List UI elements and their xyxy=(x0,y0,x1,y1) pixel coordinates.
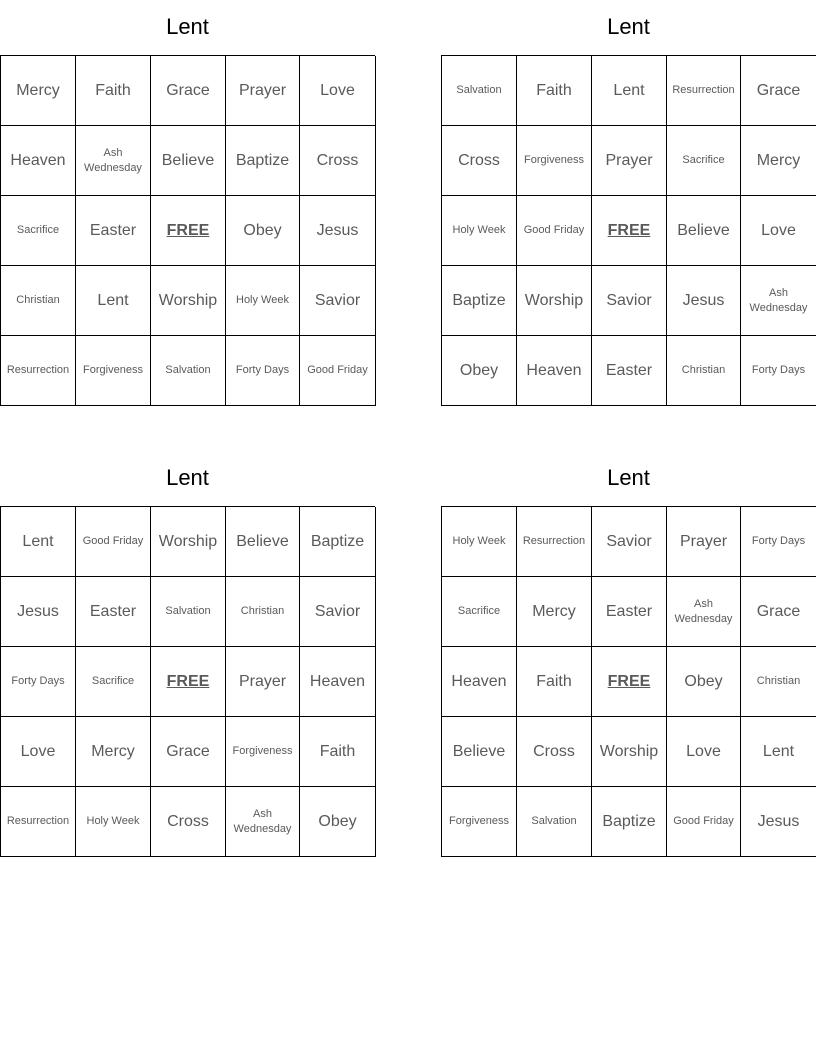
bingo-cell: Salvation xyxy=(151,577,226,647)
bingo-cell: Cross xyxy=(300,126,376,196)
bingo-cell: Forgiveness xyxy=(226,717,300,787)
bingo-cell: Sacrifice xyxy=(442,577,517,647)
bingo-cell: Prayer xyxy=(667,507,741,577)
bingo-cell: Resurrection xyxy=(667,56,741,126)
bingo-cell: Christian xyxy=(226,577,300,647)
bingo-cell: Worship xyxy=(517,266,592,336)
bingo-cell: Holy Week xyxy=(442,507,517,577)
bingo-cell: Holy Week xyxy=(76,787,151,857)
free-space: FREE xyxy=(151,196,226,266)
bingo-cell: Ash Wednesday xyxy=(226,787,300,857)
bingo-cell: Forgiveness xyxy=(76,336,151,406)
bingo-cell: Jesus xyxy=(1,577,76,647)
bingo-cell: Ash Wednesday xyxy=(667,577,741,647)
bingo-card xyxy=(441,0,816,406)
bingo-cell: Faith xyxy=(517,647,592,717)
bingo-cell: Resurrection xyxy=(1,787,76,857)
free-space: FREE xyxy=(592,196,667,266)
bingo-card xyxy=(441,451,816,857)
bingo-cell: Forty Days xyxy=(741,336,816,406)
bingo-cell: Obey xyxy=(226,196,300,266)
bingo-cell: Cross xyxy=(151,787,226,857)
bingo-cell: Easter xyxy=(592,577,667,647)
bingo-cell: Lent xyxy=(1,507,76,577)
bingo-cell: Forgiveness xyxy=(442,787,517,857)
bingo-cell: Mercy xyxy=(741,126,816,196)
bingo-cell: Sacrifice xyxy=(667,126,741,196)
bingo-cell: Ash Wednesday xyxy=(741,266,816,336)
bingo-cell: Jesus xyxy=(667,266,741,336)
bingo-cell: Mercy xyxy=(517,577,592,647)
bingo-cell: Faith xyxy=(76,56,151,126)
free-space: FREE xyxy=(151,647,226,717)
bingo-cell: Baptize xyxy=(442,266,517,336)
bingo-cell: Savior xyxy=(592,266,667,336)
bingo-cell: Lent xyxy=(592,56,667,126)
bingo-cell: Heaven xyxy=(442,647,517,717)
free-space: FREE xyxy=(592,647,667,717)
bingo-cell: Faith xyxy=(300,717,376,787)
bingo-cell: Cross xyxy=(442,126,517,196)
bingo-cell: Jesus xyxy=(300,196,376,266)
bingo-cell: Easter xyxy=(76,577,151,647)
bingo-cell: Holy Week xyxy=(442,196,517,266)
card-title: Lent xyxy=(607,465,650,490)
bingo-cell: Prayer xyxy=(592,126,667,196)
bingo-cell: Lent xyxy=(741,717,816,787)
bingo-cell: Forgiveness xyxy=(517,126,592,196)
bingo-cell: Love xyxy=(1,717,76,787)
bingo-cell: Believe xyxy=(667,196,741,266)
bingo-cell: Grace xyxy=(741,56,816,126)
bingo-cell: Christian xyxy=(667,336,741,406)
card-title: Lent xyxy=(166,465,209,490)
bingo-cell: Worship xyxy=(151,507,226,577)
bingo-cell: Heaven xyxy=(300,647,376,717)
bingo-grid xyxy=(441,506,816,857)
bingo-cell: Resurrection xyxy=(1,336,76,406)
bingo-cell: Prayer xyxy=(226,56,300,126)
card-title: Lent xyxy=(607,14,650,39)
bingo-cell: Love xyxy=(741,196,816,266)
bingo-cell: Worship xyxy=(592,717,667,787)
bingo-cell: Christian xyxy=(1,266,76,336)
bingo-cell: Love xyxy=(667,717,741,787)
bingo-cell: Baptize xyxy=(226,126,300,196)
bingo-cell: Salvation xyxy=(517,787,592,857)
bingo-cell: Baptize xyxy=(300,507,376,577)
bingo-cell: Prayer xyxy=(226,647,300,717)
bingo-cell: Love xyxy=(300,56,376,126)
bingo-cell: Obey xyxy=(300,787,376,857)
bingo-grid xyxy=(0,506,375,857)
bingo-cell: Believe xyxy=(442,717,517,787)
bingo-cell: Easter xyxy=(592,336,667,406)
bingo-cell: Good Friday xyxy=(76,507,151,577)
bingo-cell: Easter xyxy=(76,196,151,266)
bingo-cell: Jesus xyxy=(741,787,816,857)
bingo-cell: Savior xyxy=(300,266,376,336)
card-title: Lent xyxy=(166,14,209,39)
bingo-cell: Ash Wednesday xyxy=(76,126,151,196)
bingo-cell: Good Friday xyxy=(300,336,376,406)
bingo-cell: Heaven xyxy=(517,336,592,406)
bingo-cell: Savior xyxy=(300,577,376,647)
bingo-card xyxy=(0,451,375,857)
bingo-cell: Grace xyxy=(151,717,226,787)
bingo-cell: Christian xyxy=(741,647,816,717)
bingo-cell: Sacrifice xyxy=(1,196,76,266)
bingo-cell: Mercy xyxy=(76,717,151,787)
bingo-cell: Lent xyxy=(76,266,151,336)
bingo-cell: Sacrifice xyxy=(76,647,151,717)
bingo-cell: Baptize xyxy=(592,787,667,857)
bingo-cell: Holy Week xyxy=(226,266,300,336)
bingo-cell: Believe xyxy=(151,126,226,196)
bingo-cell: Cross xyxy=(517,717,592,787)
bingo-cell: Mercy xyxy=(1,56,76,126)
bingo-cell: Forty Days xyxy=(741,507,816,577)
bingo-cell: Worship xyxy=(151,266,226,336)
bingo-grid xyxy=(441,55,816,406)
bingo-cell: Forty Days xyxy=(226,336,300,406)
bingo-cell: Faith xyxy=(517,56,592,126)
bingo-cell: Good Friday xyxy=(517,196,592,266)
bingo-cell: Heaven xyxy=(1,126,76,196)
bingo-grid xyxy=(0,55,375,406)
bingo-cell: Obey xyxy=(667,647,741,717)
bingo-cell: Good Friday xyxy=(667,787,741,857)
bingo-cell: Grace xyxy=(151,56,226,126)
bingo-cell: Forty Days xyxy=(1,647,76,717)
bingo-cell: Salvation xyxy=(151,336,226,406)
bingo-cell: Resurrection xyxy=(517,507,592,577)
bingo-cell: Believe xyxy=(226,507,300,577)
bingo-cell: Salvation xyxy=(442,56,517,126)
bingo-cell: Savior xyxy=(592,507,667,577)
bingo-cell: Obey xyxy=(442,336,517,406)
bingo-cell: Grace xyxy=(741,577,816,647)
bingo-card xyxy=(0,0,375,406)
